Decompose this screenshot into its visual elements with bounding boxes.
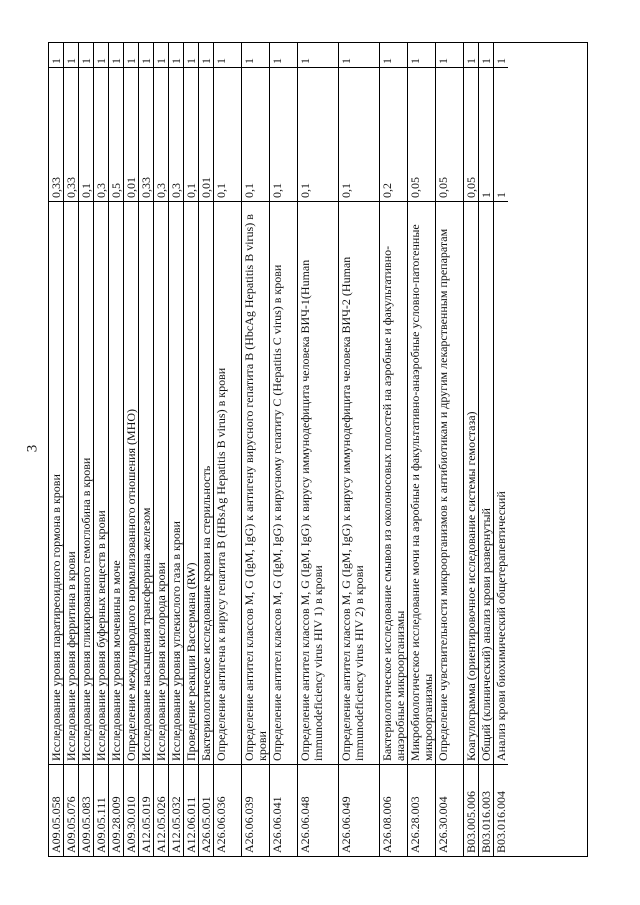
multiplicity-cell: 1 — [298, 58, 312, 64]
multiplicity-cell: 1 — [464, 58, 478, 64]
table-row — [124, 43, 139, 856]
frequency-cell: 0,2 — [380, 67, 407, 201]
service-code-cell: A09.05.058 — [49, 764, 63, 856]
service-code-cell: A09.05.111 — [94, 764, 108, 856]
multiplicity-cell: 1 — [494, 58, 508, 64]
multiplicity-cell: 1 — [408, 58, 422, 64]
frequency-cell: 0,1 — [298, 67, 338, 201]
table-row — [199, 43, 214, 856]
table-row — [494, 43, 508, 856]
table-row — [242, 43, 270, 856]
service-code-cell: A09.28.009 — [109, 764, 123, 856]
frequency-cell: 1 — [479, 67, 493, 201]
service-code-cell: A12.05.032 — [169, 764, 183, 856]
frequency-cell: 0,3 — [94, 67, 108, 201]
multiplicity-cell: 1 — [109, 58, 123, 64]
service-name-cell: Определение чувствительности микроорганизмов к антибиотикам и другим лекарственным препаратам — [436, 201, 463, 764]
multiplicity-cell: 1 — [214, 58, 228, 64]
table-row — [339, 43, 380, 856]
service-name-cell: Исследование уровня гликированного гемоглобина в крови — [79, 201, 93, 764]
service-code-cell: A26.06.041 — [270, 764, 297, 856]
multiplicity-cell: 1 — [64, 58, 78, 64]
frequency-cell: 0,1 — [270, 67, 297, 201]
multiplicity-cell: 1 — [49, 58, 63, 64]
table-row — [380, 43, 408, 856]
service-code-cell: A09.05.083 — [79, 764, 93, 856]
multiplicity-cell: 1 — [169, 58, 183, 64]
frequency-cell: 0,1 — [242, 67, 269, 201]
service-code-cell: A26.28.003 — [408, 764, 435, 856]
multiplicity-cell: 1 — [436, 58, 450, 64]
service-code-cell: A26.06.039 — [242, 764, 269, 856]
service-name-cell: Определение антител классов М, G (IgM, IgG) к вирусу иммунодефицита человека ВИЧ-2 (Human immunodeficiency virus HIV 2) в крови — [339, 201, 379, 764]
service-code-cell: A26.06.036 — [214, 764, 241, 856]
service-name-cell: Бактериологическое исследование смывов из околоносовых полостей на аэробные и факультативно-анаэробные микроорганизмы — [380, 201, 407, 764]
page-number — [26, 436, 40, 460]
multiplicity-cell: 1 — [79, 58, 93, 64]
multiplicity-cell: 1 — [199, 58, 213, 64]
table-row — [64, 43, 79, 856]
table-row — [464, 43, 479, 856]
frequency-cell: 0,1 — [184, 67, 198, 201]
frequency-cell: 0,01 — [199, 67, 213, 201]
service-name-cell: Проведение реакции Вассермана (RW) — [184, 201, 198, 764]
frequency-cell: 0,1 — [339, 67, 379, 201]
table-row — [79, 43, 94, 856]
service-code-cell: B03.005.006 — [464, 764, 478, 856]
table-row — [270, 43, 298, 856]
frequency-cell: 0,01 — [124, 67, 138, 201]
frequency-cell: 0,05 — [436, 67, 463, 201]
page-number-text: 3 — [24, 444, 41, 452]
multiplicity-cell: 1 — [124, 58, 138, 64]
service-name-cell: Исследование уровня углекислого газа в крови — [169, 201, 183, 764]
frequency-cell: 0,1 — [79, 67, 93, 201]
table-row — [184, 43, 199, 856]
service-name-cell: Анализ крови биохимический общетерапевтический — [494, 201, 508, 764]
service-name-cell: Общий (клинический) анализ крови развернутый — [479, 201, 493, 764]
frequency-cell: 1 — [494, 67, 508, 201]
table-row — [139, 43, 154, 856]
multiplicity-cell: 1 — [184, 58, 198, 64]
service-name-cell: Коагулограмма (ориентировочное исследование системы гемостаза) — [464, 201, 478, 764]
service-name-cell: Исследование уровня ферритина в крови — [64, 201, 78, 764]
service-name-cell: Определение антигена к вирусу гепатита В (HBsAg Hepatitis В virus) в крови — [214, 201, 241, 764]
service-code-cell: A12.06.011 — [184, 764, 198, 856]
table-row — [436, 43, 464, 856]
frequency-cell: 0,33 — [49, 67, 63, 201]
multiplicity-cell: 1 — [270, 58, 284, 64]
service-name-cell: Исследование уровня кислорода крови — [154, 201, 168, 764]
service-name-cell: Бактериологическое исследование крови на стерильность — [199, 201, 213, 764]
frequency-cell: 0,05 — [464, 67, 478, 201]
table-row — [154, 43, 169, 856]
frequency-cell: 0,1 — [214, 67, 241, 201]
service-name-cell: Исследование уровня мочевины в моче — [109, 201, 123, 764]
multiplicity-cell: 1 — [154, 58, 168, 64]
multiplicity-cell: 1 — [479, 58, 493, 64]
frequency-cell: 0,3 — [169, 67, 183, 201]
frequency-cell: 0,33 — [139, 67, 153, 201]
multiplicity-cell: 1 — [139, 58, 153, 64]
service-code-cell: A26.06.049 — [339, 764, 379, 856]
service-name-cell: Исследование уровня паратиреоидного гормона в крови — [49, 201, 63, 764]
service-code-cell: A26.30.004 — [436, 764, 463, 856]
table-row — [169, 43, 184, 856]
service-name-cell: Определение антител классов М, G (IgM, IgG) к вирусу иммунодефицита человека ВИЧ-1(Human immunodeficiency virus HIV 1) в крови — [298, 201, 338, 764]
service-name-cell: Определение антител классов М, G (IgM, IgG) к антигену вирусного гепатита В (HbcAg Hepatitis В virus) в крови — [242, 201, 269, 764]
service-code-cell: A26.08.006 — [380, 764, 407, 856]
table-row — [214, 43, 242, 856]
service-name-cell: Исследование насыщения трансферрина железом — [139, 201, 153, 764]
multiplicity-cell: 1 — [339, 58, 353, 64]
service-code-cell: A12.05.019 — [139, 764, 153, 856]
table-row — [49, 43, 64, 856]
service-code-cell: A09.05.076 — [64, 764, 78, 856]
table-row — [408, 43, 436, 856]
frequency-cell: 0,05 — [408, 67, 435, 201]
table-row — [479, 43, 494, 856]
multiplicity-cell: 1 — [94, 58, 108, 64]
service-code-cell: A09.30.010 — [124, 764, 138, 856]
frequency-cell: 0,3 — [154, 67, 168, 201]
multiplicity-cell: 1 — [242, 58, 256, 64]
table-row — [298, 43, 339, 856]
frequency-cell: 0,5 — [109, 67, 123, 201]
service-code-cell: A26.05.001 — [199, 764, 213, 856]
multiplicity-cell: 1 — [380, 58, 394, 64]
service-code-cell: A26.06.048 — [298, 764, 338, 856]
frequency-cell: 0,33 — [64, 67, 78, 201]
service-name-cell: Определение антител классов М, G (IgM, IgG) к вирусному гепатиту С (Hepatitis С virus) в крови — [270, 201, 297, 764]
service-name-cell: Микробиологическое исследование мочи на аэробные и факультативно-анаэробные условно-патогенные микроорганизмы — [408, 201, 435, 764]
services-table — [48, 42, 588, 857]
table-row — [109, 43, 124, 856]
service-code-cell: B03.016.004 — [494, 764, 508, 856]
service-name-cell: Определение международного нормализованного отношения (МНО) — [124, 201, 138, 764]
service-code-cell: B03.016.003 — [479, 764, 493, 856]
service-code-cell: A12.05.026 — [154, 764, 168, 856]
service-name-cell: Исследование уровня буферных веществ в крови — [94, 201, 108, 764]
table-row — [94, 43, 109, 856]
